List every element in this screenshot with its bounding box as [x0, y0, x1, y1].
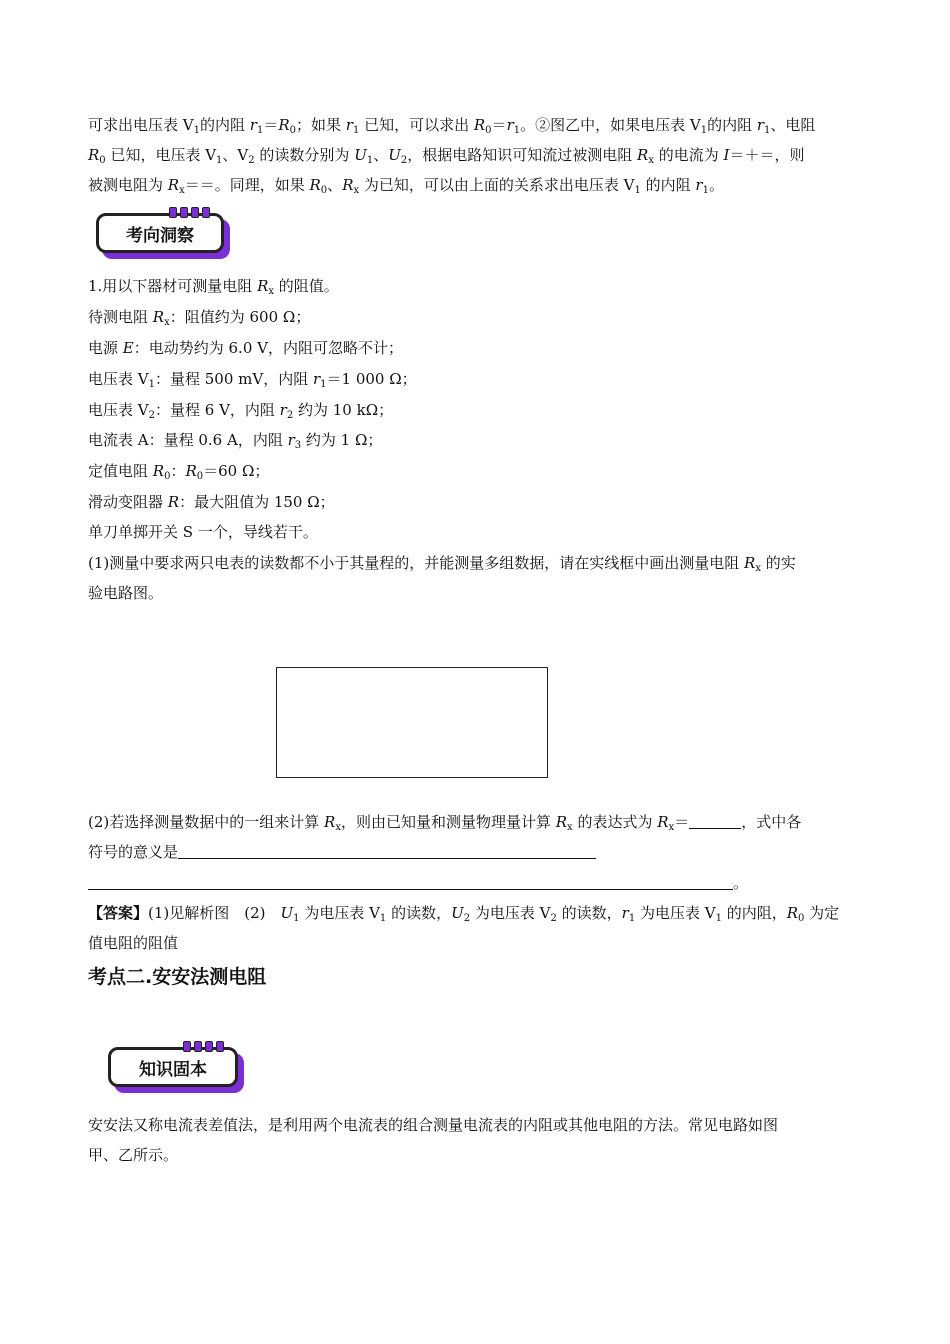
part-2-text-cont: 符号的意义是 [88, 842, 596, 862]
equipment-item: 定值电阻 $R_0$：$R_0=60$ Ω； [88, 462, 270, 482]
part-1-text-cont: 验电路图。 [88, 584, 164, 602]
answer-blank-meaning-cont[interactable] [88, 873, 733, 890]
closing-line-2: 甲、乙所示。 [88, 1146, 179, 1164]
badge-label: 考向洞察 [96, 213, 224, 253]
answer-blank-meaning[interactable] [178, 842, 596, 859]
answer-tag: 【答案】 [88, 904, 149, 922]
question-1-stem: 1.用以下器材可测量电阻 $R_x$ 的阻值。 [88, 277, 339, 297]
closing-line-1: 安安法又称电流表差值法，是利用两个电流表的组合测量电流表的内阻或其他电阻的方法。常见电路如图 [88, 1116, 779, 1134]
part-2-text-cont-2: 。 [88, 873, 748, 893]
equipment-item: 电源 E：电动势约为 6.0 V，内阻可忽略不计； [88, 339, 403, 357]
equipment-item: 单刀单掷开关 S 一个，导线若干。 [88, 523, 318, 541]
part-2-text: (2)若选择测量数据中的一组来计算 $R_x$，则由已知量和测量物理量计算 $R_x$ 的表达式为 $R_x=$ ，式中各 [88, 813, 802, 833]
binder-rings-icon [183, 1041, 224, 1052]
section-heading: 考点二.安安法测电阻 [88, 966, 267, 988]
equipment-item: 电流表 A：量程 0.6 A，内阻 $r_3$ 约为 1 Ω； [88, 431, 383, 451]
circuit-drawing-box[interactable] [276, 667, 548, 778]
equipment-item: 电压表 $V_1$：量程 500 mV，内阻 $r_1=1$ 000 Ω； [88, 370, 417, 390]
part-1-text: (1)测量中要求两只电表的读数都不小于其量程的，并能测量多组数据，请在实线框中画出测量电阻 $R_x$ 的实 [88, 554, 796, 574]
section-badge-exam-insight [96, 213, 224, 253]
intro-line-2: $R_0$ 已知，电压表 $V_1$、$V_2$ 的读数分别为 $U_1$、$U_2$，根据电路知识可知流过被测电阻 $R_x$ 的电流为 I＝＋＝，则 [88, 146, 805, 166]
intro-line-3: 被测电阻为 $R_x==$。同理，如果 $R_0$、$R_x$ 为已知，可以由上面的关系求出电压表 $V_1$ 的内阻 $r_1$。 [88, 176, 724, 196]
answer-line-1: 【答案】(1)见解析图 (2) $U_1$ 为电压表 $V_1$ 的读数，$U_2$ 为电压表 $V_2$ 的读数，$r_1$ 为电压表 $V_1$ 的内阻，$R_0$ 为定 [88, 904, 840, 924]
answer-blank-expression[interactable] [689, 812, 741, 829]
badge-label: 知识固本 [108, 1047, 238, 1087]
equipment-item: 待测电阻 $R_x$：阻值约为 600 Ω； [88, 308, 311, 328]
equipment-item: 滑动变阻器 R：最大阻值为 150 Ω； [88, 493, 335, 511]
equipment-item: 电压表 $V_2$：量程 6 V，内阻 $r_2$ 约为 10 kΩ； [88, 401, 394, 421]
intro-line-1: 可求出电压表 $V_1$的内阻 $r_1=R_0$；如果 $r_1$ 已知，可以求出 $R_0=r_1$。②图乙中，如果电压表 $V_1$的内阻 $r_1$、电阻 [88, 116, 816, 136]
answer-line-2: 值电阻的阻值 [88, 934, 179, 952]
binder-rings-icon [169, 207, 210, 218]
section-badge-knowledge [108, 1047, 238, 1087]
